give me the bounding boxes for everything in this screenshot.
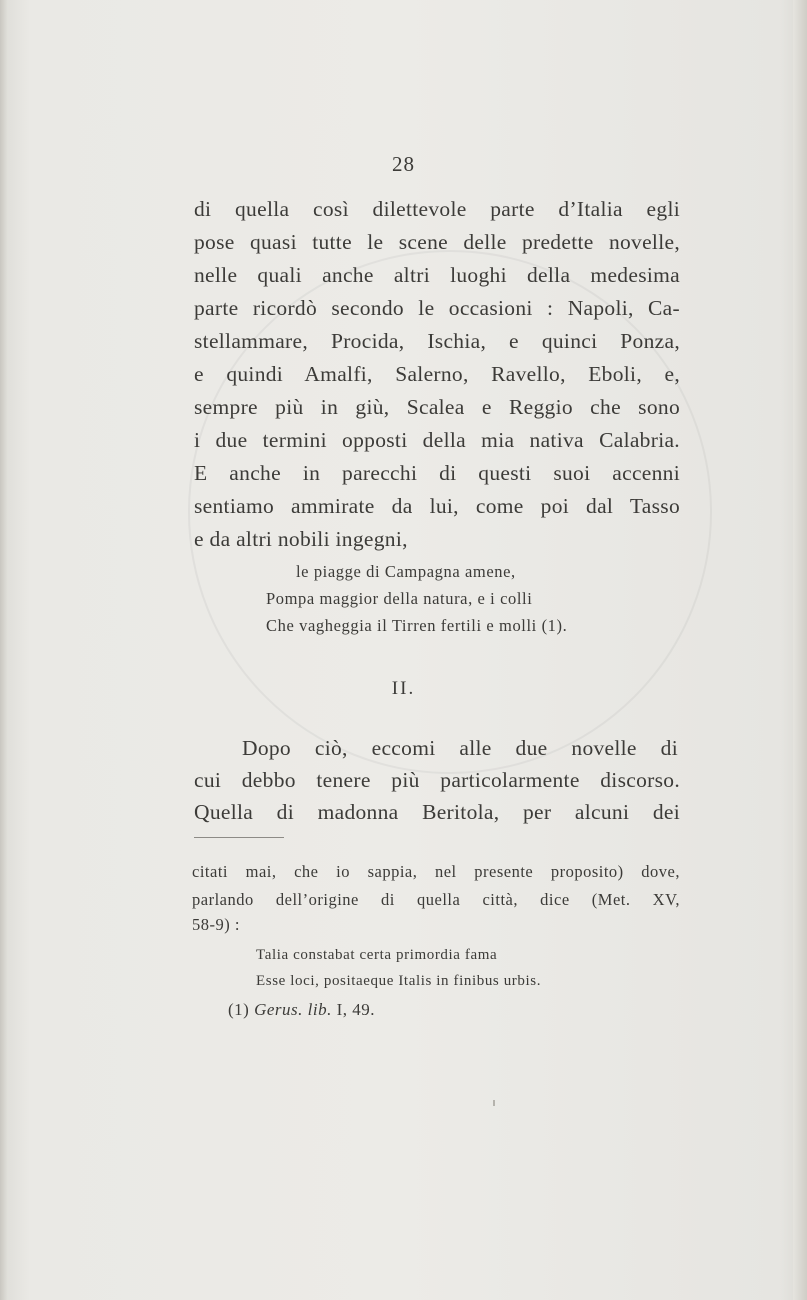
paragraph-line: Dopo ciò, eccomi alle due novelle di [242, 736, 678, 760]
verse-line: le piagge di Campagna amene, [296, 562, 516, 581]
footnote-verse: Talia constabat certa primordia fama [256, 947, 498, 963]
footnote-line: parlando dell’origine di quella città, dice (Met. XV, [192, 890, 680, 909]
section-heading: II. [391, 678, 416, 699]
paragraph-line: cui debbo tenere più particolarmente discorso. [194, 768, 680, 792]
footnote-locus: I, 49. [336, 1000, 375, 1019]
paragraph-line: sempre più in giù, Scalea e Reggio che sono [194, 395, 680, 419]
page-right-edge [793, 0, 807, 1300]
paragraph-line: i due termini opposti della mia nativa Calabria. [194, 428, 680, 452]
footnote-rule [194, 837, 284, 838]
paragraph-line: di quella così dilettevole parte d’Italia egli [194, 197, 680, 221]
footnote-marker: (1) [228, 1000, 250, 1019]
page-left-edge [0, 0, 8, 1300]
footnote-verse: Esse loci, positaeque Italis in finibus urbis. [256, 973, 542, 989]
verse-line: Pompa maggior della natura, e i colli [266, 589, 533, 608]
paragraph-line: E anche in parecchi di questi suoi accenni [194, 461, 680, 485]
paper-speck [493, 1100, 495, 1106]
verse-line: Che vagheggia il Tirren fertili e molli (1). [266, 616, 568, 635]
paragraph-line: e quindi Amalfi, Salerno, Ravello, Eboli, e, [194, 362, 680, 386]
footnote-line: citati mai, che io sappia, nel presente proposito) dove, [192, 862, 680, 881]
paragraph-line: e da altri nobili ingegni, [194, 527, 408, 551]
footnote-reference [228, 1000, 375, 1020]
paragraph-line: nelle quali anche altri luoghi della medesima [194, 263, 680, 287]
paragraph-line: parte ricordò secondo le occasioni : Napoli, Ca- [194, 296, 680, 320]
page-number: 28 [392, 152, 415, 176]
paragraph-line: sentiamo ammirate da lui, come poi dal Tasso [194, 494, 680, 518]
footnote-work-title: Gerus. lib. [254, 1000, 332, 1019]
paragraph-line: stellammare, Procida, Ischia, e quinci Ponza, [194, 329, 680, 353]
footnote-line: 58-9) : [192, 915, 240, 934]
paragraph-line: Quella di madonna Beritola, per alcuni dei [194, 800, 680, 824]
paragraph-line: pose quasi tutte le scene delle predette novelle, [194, 230, 680, 254]
